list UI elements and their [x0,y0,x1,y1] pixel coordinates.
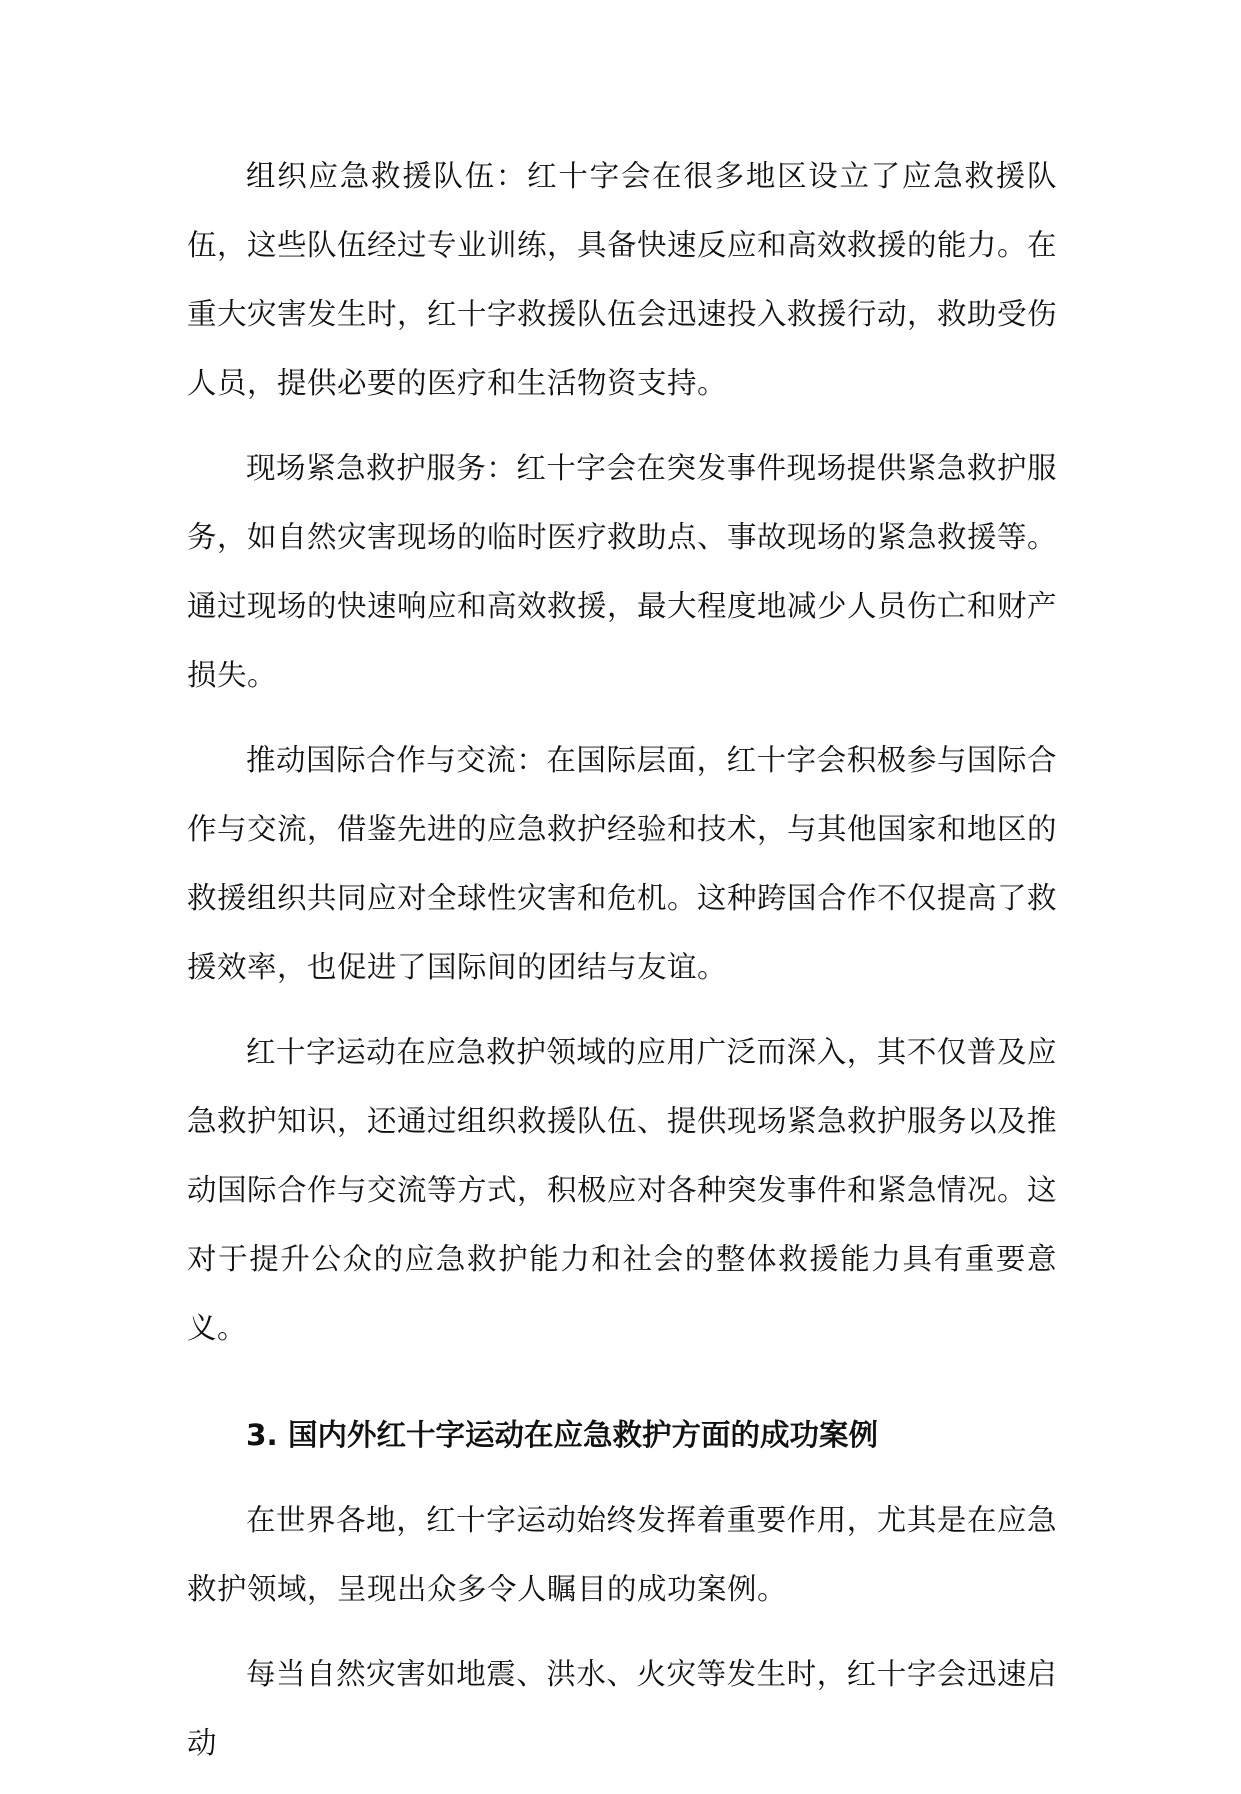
paragraph-international-cooperation: 推动国际合作与交流：在国际层面，红十字会积极参与国际合作与交流，借鉴先进的应急救护经验和技术，与其他国家和地区的救援组织共同应对全球性灾害和危机。这种跨国合作不仅提高了救援效率，也促进了国际间的团结与友谊。 [187,743,1058,984]
paragraph-natural-disasters: 每当自然灾害如地震、洪水、火灾等发生时，红十字会迅速启动 [187,1657,1057,1760]
document-body [187,142,1057,1794]
paragraph-summary: 红十字运动在应急救护领域的应用广泛而深入，其不仅普及应急救护知识，还通过组织救援队伍、提供现场紧急救护服务以及推动国际合作与交流等方式，积极应对各种突发事件和紧急情况。这对于提升公众的应急救护能力和社会的整体救援能力具有重要意义。 [187,1035,1058,1345]
paragraph-emergency-teams: 组织应急救援队伍：红十字会在很多地区设立了应急救援队伍，这些队伍经过专业训练，具备快速反应和高效救援的能力。在重大灾害发生时，红十字救援队伍会迅速投入救援行动，救助受伤人员，提供必要的医疗和生活物资支持。 [187,159,1058,400]
paragraph-success-cases-intro: 在世界各地，红十字运动始终发挥着重要作用，尤其是在应急救护领域，呈现出众多令人瞩目的成功案例。 [187,1503,1057,1606]
paragraph-onsite-first-aid: 现场紧急救护服务：红十字会在突发事件现场提供紧急救护服务，如自然灾害现场的临时医疗救助点、事故现场的紧急救援等。通过现场的快速响应和高效救援，最大程度地减少人员伤亡和财产损失。 [187,451,1058,692]
section-heading: 3. 国内外红十字运动在应急救护方面的成功案例 [246,1418,879,1452]
